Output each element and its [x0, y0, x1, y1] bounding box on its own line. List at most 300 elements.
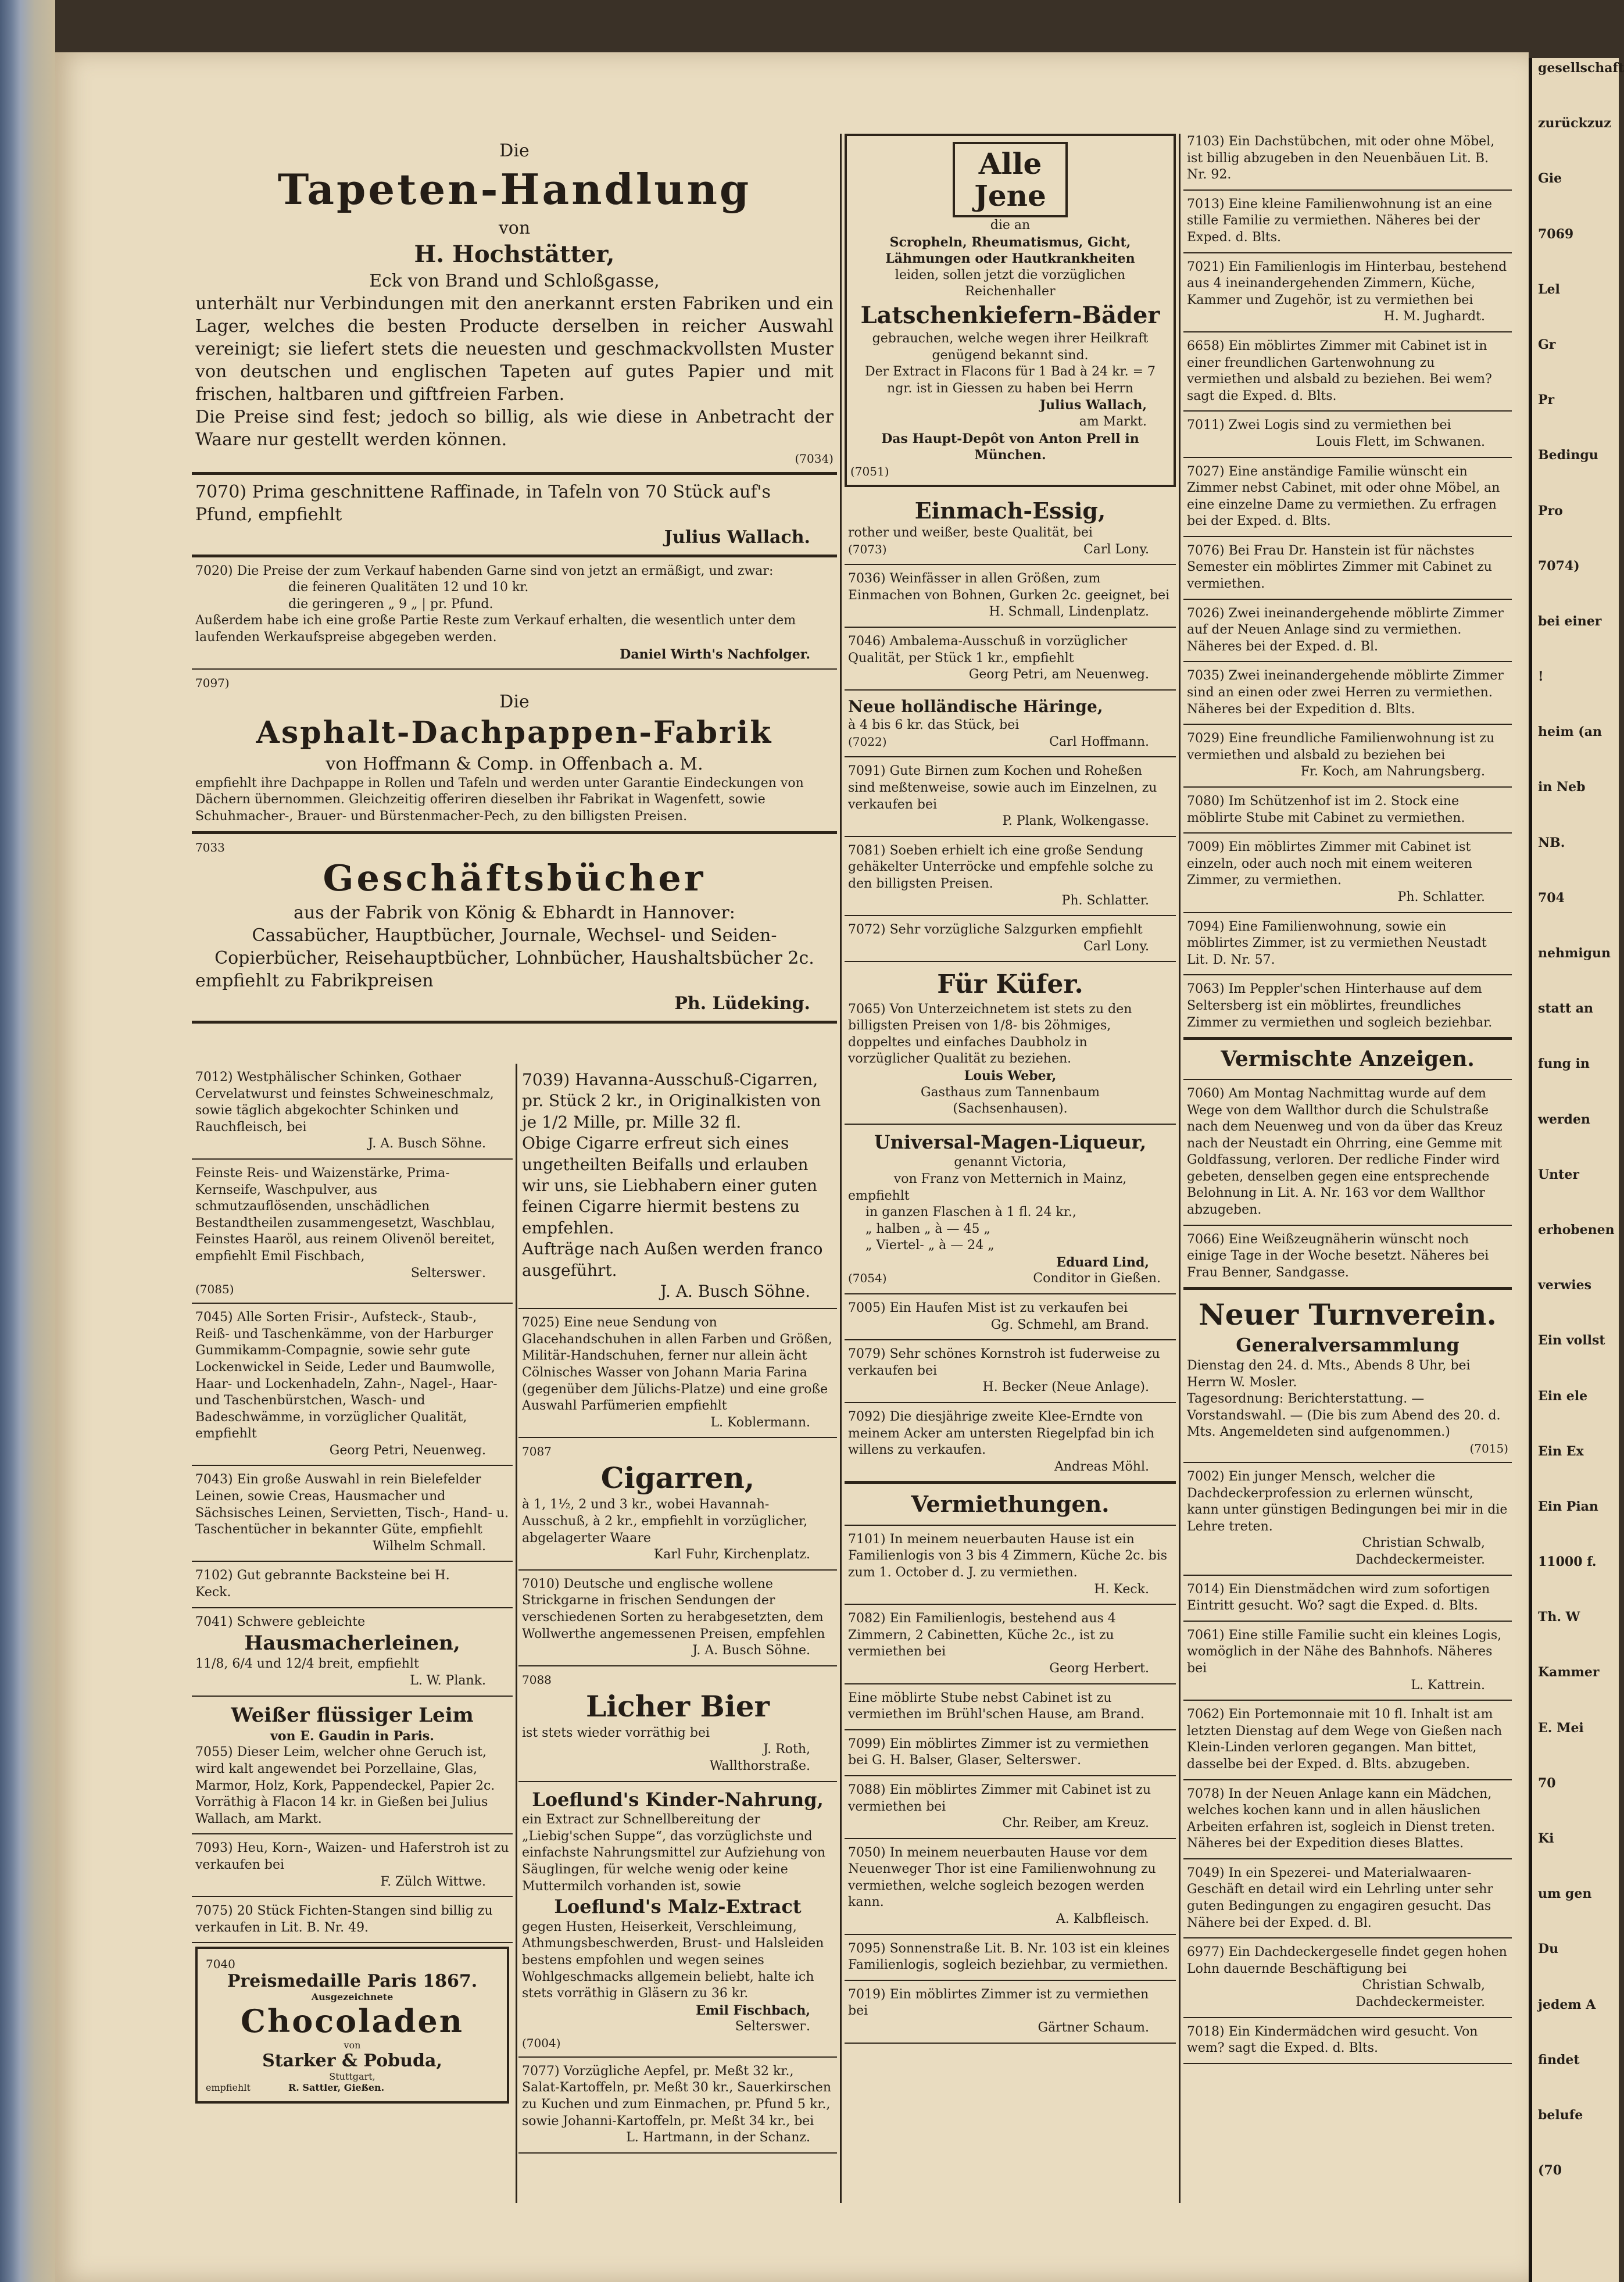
next-page-fragment: Pr	[1538, 392, 1555, 408]
ad-text: gebrauchen, welche wegen ihrer Heilkraft genügend bekannt sind.	[872, 331, 1149, 363]
ad-sign: am Markt.	[1079, 414, 1147, 429]
ad-text: rother und weißer, beste Qualität, bei	[848, 525, 1093, 541]
ad-text: 7009) Ein möblirtes Zimmer mit Cabinet ist einzeln, oder auch noch mit einem weiteren Zimmer, zu vermiethen.	[1187, 840, 1472, 888]
section-vermiethungen: Vermiethungen.	[845, 1484, 1176, 1525]
next-page-fragment: NB.	[1538, 835, 1565, 850]
ad-tapeten	[192, 134, 837, 475]
ad-liqueur	[845, 1125, 1176, 1294]
ad-text: 7070) Prima geschnittene Raffinade, in Tafeln von 70 Stück auf's Pfund, empfiehlt	[195, 481, 771, 525]
ad-kornstroh	[845, 1340, 1176, 1403]
next-page-fragment: belufe	[1538, 2107, 1583, 2123]
ad-text: 7020) Die Preise der zum Verkauf habenden Garne sind von jetzt an ermäßigt, und zwar:	[195, 563, 774, 578]
ad-klee	[845, 1403, 1176, 1484]
ad-glace	[518, 1309, 837, 1438]
ad-text: Eine möblirte Stube nebst Cabinet ist zu vermiethen im Brühl'schen Hause, am Brand.	[848, 1690, 1144, 1722]
column-middle	[845, 134, 1176, 2044]
ad-text: 7062) Ein Portemonnaie mit 10 fl. Inhalt ist am letzten Dienstag auf dem Wege von Gießen nach Klein-Linden verloren gegangen. Man bittet, dasselbe bei der Exped. d. Blts. abzugeben.	[1187, 1707, 1503, 1772]
ad-title: Neuer Turnverein.	[1199, 1297, 1497, 1332]
ad-text: 7076) Bei Frau Dr. Hanstein ist für nächstes Semester ein möblirtes Zimmer mit Cabinet zu vermiethen.	[1187, 543, 1492, 592]
next-page-fragment: !	[1538, 669, 1544, 685]
ad-line: die feineren Qualitäten 12 und 10 kr.	[288, 580, 529, 595]
ad-v7094	[1183, 913, 1512, 976]
ad-reis	[192, 1160, 513, 1304]
next-page-edge	[1529, 58, 1624, 2282]
ad-sign: L. Kattrein.	[1411, 1677, 1485, 1693]
ad-title: Geschäftsbücher	[323, 856, 706, 899]
ad-sign: J. A. Busch Söhne.	[368, 1136, 486, 1151]
ad-text: 7025) Eine neue Sendung von Glacehandschuhen in allen Farben und Größen, Militär-Handschuhen, ferner nur allein ächt Cölnisches Wasser von Johann Maria Farina (gegenüber dem Jülichs-Platze) und eine große Auswahl Parfümerien empfiehlt	[522, 1315, 832, 1414]
column-rule	[1179, 134, 1181, 2203]
ad-text: 7094) Eine Familienwohnung, sowie ein möblirtes Zimmer, ist zu vermiethen Neustadt Lit. D. Nr. 57.	[1187, 919, 1487, 967]
ad-title: Chocoladen	[240, 2002, 464, 2040]
ad-sign: Ph. Schlatter.	[1397, 889, 1485, 904]
ad-sign: H. Schmall, Lindenplatz.	[989, 605, 1149, 620]
newspaper-page	[55, 52, 1529, 2282]
ad-line: empfiehlt	[848, 1188, 910, 1203]
next-page-fragment: bei einer	[1538, 613, 1602, 629]
ad-strickgarne	[518, 1571, 837, 1666]
ad-sign: Louis Flett, im Schwanen.	[1315, 434, 1485, 449]
ad-line: empfiehlt	[206, 2082, 251, 2094]
ad-text: 7091) Gute Birnen zum Kochen und Roheßen sind meßtenweise, sowie auch im Einzelnen, zu verkaufen bei	[848, 764, 1157, 812]
next-page-fragment: gesellschaft	[1538, 60, 1624, 76]
ad-v7076	[1183, 537, 1512, 600]
ad-line: empfiehlt Emil Fischbach,	[195, 1249, 365, 1264]
section-vermischte: Vermischte Anzeigen.	[1183, 1040, 1512, 1080]
ad-text: 7066) Eine Weißzeugnäherin wünscht noch einige Tage in der Woche besetzt. Näheres bei Frau Benner, Sandgasse.	[1187, 1232, 1489, 1280]
ad-m7066	[1183, 1226, 1512, 1290]
next-page-fragment: Ein vollst	[1538, 1333, 1605, 1349]
ad-text: 7029) Eine freundliche Familienwohnung ist zu vermiethen und alsbald zu beziehen bei	[1187, 731, 1495, 763]
ad-text: 7035) Zwei ineinandergehende möblirte Zimmer sind an einen oder zwei Herren zu vermiethen. Näheres bei der Expedition d. Blts.	[1187, 668, 1504, 717]
ad-sign: A. Kalbfleisch.	[1056, 1912, 1149, 1927]
ad-asphalt	[192, 670, 837, 834]
ad-ref: 7087	[522, 1444, 552, 1459]
ad-title: Latschenkiefern-Bäder	[860, 301, 1160, 329]
ad-sign: J. A. Busch Söhne.	[660, 1281, 810, 1301]
ad-raffinade	[192, 475, 837, 557]
ad-text: 7039) Havanna-Ausschuß-Cigarren, pr. Stück 2 kr., in Originalkisten von je 1/2 Mille, pr. Mille 32 fl.	[522, 1070, 821, 1132]
ad-line: die geringeren „ 9 „ | pr. Pfund.	[288, 596, 493, 611]
ad-title: Weißer flüssiger Leim	[231, 1703, 474, 1727]
ad-text: 7077) Vorzügliche Aepfel, pr. Meßt 32 kr., Salat-Kartoffeln, pr. Meßt 30 kr., Sauerkirschen zu Kuchen und zum Einmachen, pr. Pfund 5 kr., sowie Johanni-Kartoffeln, pr. Meßt 34 kr., bei	[522, 2063, 831, 2129]
ad-text: 7080) Im Schützenhof ist im 2. Stock eine möblirte Stube mit Cabinet zu vermiethen.	[1187, 794, 1465, 825]
ad-text: 7041) Schwere gebleichte	[195, 1614, 366, 1629]
ad-hausmacher	[192, 1608, 513, 1697]
ad-title: Einmach-Essig,	[914, 497, 1106, 524]
next-page-fragment: 11000 f.	[1538, 1554, 1597, 1570]
ad-text: 7103) Ein Dachstübchen, mit oder ohne Möbel, ist billig abzugeben in den Neuenbäuen Lit. B. Nr. 92.	[1187, 134, 1495, 183]
next-page-fragment: Ki	[1538, 1831, 1554, 1846]
next-page-fragment: jedem A	[1538, 1997, 1596, 2012]
ad-text: 6658) Ein möblirtes Zimmer mit Cabinet ist in einer freundlichen Gartenwohnung zu vermiethen und alsbald zu beziehen. Bei wem? sagt die Exped. d. Blts.	[1187, 338, 1492, 403]
ad-text: 7018) Ein Kindermädchen wird gesucht. Von wem? sagt die Exped. d. Blts.	[1187, 2024, 1478, 2056]
ad-sub: genannt Victoria,	[954, 1155, 1067, 1170]
ad-sign: Dachdeckermeister.	[1355, 1995, 1485, 2010]
next-page-fragment: 70	[1538, 1775, 1556, 1791]
ad-prices: Die Preise sind fest; jedoch so billig, als wie diese in Anbetracht der Waare nur gestellt werden können.	[195, 406, 834, 450]
ad-kuefer	[845, 962, 1176, 1124]
next-page-fragment: Th. W	[1538, 1609, 1580, 1625]
ad-sign: Dachdeckermeister.	[1355, 1552, 1485, 1567]
ad-text: Der Extract in Flacons für 1 Bad à 24 kr. = 7 ngr. ist in Giessen zu haben bei Herrn	[864, 364, 1156, 396]
ad-v7050	[845, 1839, 1176, 1935]
ad-maker: Starker & Pobuda,	[262, 2051, 442, 2072]
ad-v7103	[1183, 128, 1512, 191]
ad-geschaeftsbuecher	[192, 834, 837, 1024]
next-page-fragment: statt an	[1538, 1001, 1594, 1017]
next-page-fragment: Gie	[1538, 171, 1562, 187]
ad-body: Cassabücher, Hauptbücher, Journale, Wechsel- und Seiden-Copierbücher, Reisehauptbücher, Lohnbücher, Haushaltsbücher 2c.	[214, 925, 814, 969]
next-page-fragment: Pro	[1538, 503, 1563, 518]
ad-title: Neue holländische Häringe,	[848, 696, 1103, 716]
ad-sign: (Sachsenhausen).	[953, 1101, 1068, 1117]
ad-sign: Selterswег.	[735, 2019, 810, 2034]
ad-line: „ halben „ à — 45 „	[865, 1221, 990, 1236]
ad-die: Die	[499, 141, 530, 161]
ad-die: Die	[499, 692, 530, 713]
ad-ref: (7015)	[1469, 1442, 1508, 1456]
ad-cigarren	[518, 1438, 837, 1570]
ad-text: 7027) Eine anständige Familie wünscht ein Zimmer nebst Cabinet, mit oder ohne Möbel, an eine einzelne Dame zu vermiethen. Zu erfragen bei der Exped. d. Blts.	[1187, 464, 1500, 529]
ad-leinen	[192, 1466, 513, 1562]
ad-sign: Carl Hoffmann.	[1049, 734, 1149, 749]
ad-vstube	[845, 1684, 1176, 1730]
ad-text: 7060) Am Montag Nachmittag wurde auf dem Wege von dem Wallthor durch die Schulstraße nach dem Neuenweg und von da über das Kreuz nach der Neustadt ein Ohrring, eine Gemme mit Goldfassung, verloren. Der redliche Finder wird gebeten, denselben gegen eine entsprechende Belohnung in Lit. A. Nr. 163 vor dem Wallthor abzugeben.	[1187, 1086, 1503, 1218]
ad-line: 11/8, 6/4 und 12/4 breit, empfiehlt	[195, 1657, 419, 1672]
ad-text: 7005) Ein Haufen Mist ist zu verkaufen bei	[848, 1301, 1128, 1316]
ad-title: Loeflund's Kinder-Nahrung,	[532, 1788, 824, 1811]
next-page-fragment: in Neb	[1538, 779, 1586, 795]
next-page-fragment: fung in	[1538, 1056, 1590, 1072]
ad-text: 7095) Sonnenstraße Lit. B. Nr. 103 ist ein kleines Familienlogis, sogleich beziehbar, zu vermiethen.	[848, 1941, 1170, 1973]
ad-text: Dienstag den 24. d. Mts., Abends 8 Uhr, bei Herrn W. Mosler.	[1187, 1358, 1471, 1390]
ad-address: Eck von Brand und Schloßgasse,	[369, 270, 660, 291]
ad-sign: H. Keck.	[195, 1568, 450, 1600]
ad-sign: Emil Fischbach,	[696, 2002, 810, 2018]
ad-sub: Generalversammlung	[1236, 1334, 1460, 1357]
ad-ref: (7051)	[850, 464, 889, 478]
ad-m7060	[1183, 1080, 1512, 1226]
ad-loeflund	[518, 1782, 837, 2058]
ad-line: „ Viertel- „ à — 24 „	[865, 1238, 995, 1253]
ad-salzgurken	[845, 916, 1176, 962]
ad-m7002	[1183, 1463, 1512, 1576]
ad-sign: Gärtner Schaum.	[1038, 2020, 1149, 2036]
ad-von: von	[498, 217, 531, 238]
ad-text: 7050) In meinem neuerbauten Hause vor dem Neuenweger Thor ist eine Familienwohnung zu vermiethen, welche sogleich bezogen werden kann.	[848, 1845, 1156, 1910]
ad-sign: Carl Lony.	[1083, 542, 1149, 557]
ad-haeringe	[845, 691, 1176, 758]
book-spine	[0, 0, 55, 2282]
ad-text: à 1, 1½, 2 und 3 kr., wobei Havannah-Ausschuß, à 2 kr., empfiehlt in vorzüglicher, abgelagerter Waare	[522, 1497, 808, 1546]
ad-title: Universal-Magen-Liqueur,	[874, 1131, 1147, 1153]
ad-title: Loeflund's Malz-Extract	[554, 1895, 802, 1918]
ad-sign: Ph. Lüdeking.	[674, 993, 810, 1014]
next-page-fragment: Kammer	[1538, 1665, 1600, 1680]
ad-text: 7061) Eine stille Familie sucht ein kleines Logis, womöglich in der Nähe des Bahnhofs. Näheres bei	[1187, 1628, 1502, 1676]
ad-title: Asphalt-Dachpappen-Fabrik	[256, 715, 773, 751]
ad-v7063	[1183, 975, 1512, 1040]
ad-sign: L. Hartmann, in der Schanz.	[626, 2130, 810, 2145]
column-rule	[516, 1064, 517, 2203]
ad-garne	[192, 557, 837, 670]
ad-body: unterhält nur Verbindungen mit den anerkannt ersten Fabriken und ein Lager, welches die besten Producte derselben in reicher Auswahl vereinigt; sie liefert stets die neuesten und geschmackvollsten Muster von deutschen und englischen Tapeten auf gutes Papier und mit frischen, haltbaren und giftfreien Farben.	[195, 293, 834, 405]
ad-ref: (7022)	[848, 734, 887, 749]
ad-text: 7078) In der Neuen Anlage kann ein Mädchen, welches kochen kann und in allen häuslichen Arbeiten erfahren ist, sogleich in Dienst treten. Näheres bei der Expedition dieses Blattes.	[1187, 1786, 1496, 1851]
ad-bier	[518, 1666, 837, 1782]
ad-line: Preismedaille Paris 1867.	[227, 1971, 478, 1992]
next-page-fragment: nehmigun	[1538, 946, 1611, 961]
ad-sign: Julius Wallach.	[664, 527, 810, 548]
ad-title: Hausmacherleinen,	[244, 1632, 460, 1655]
ad-text: à 4 bis 6 kr. das Stück, bei	[848, 718, 1020, 733]
ad-sign: H. Keck.	[1094, 1582, 1149, 1597]
ad-sign: Eduard Lind,	[1056, 1254, 1149, 1270]
ad-v7088	[845, 1776, 1176, 1839]
ad-sign: Gasthaus zum Tannenbaum	[920, 1085, 1100, 1100]
ad-text: 7079) Sehr schönes Kornstroh ist fuderweise zu verkaufen bei	[848, 1347, 1160, 1378]
ad-schinken	[192, 1064, 513, 1160]
ad-ref: (7054)	[848, 1271, 887, 1286]
next-page-fragment: 7074)	[1538, 558, 1580, 574]
next-page-fragment: Unter	[1538, 1167, 1579, 1182]
ad-depot: Das Haupt-Depôt von Anton Prell in München.	[881, 431, 1139, 463]
ad-sign: F. Zülch Wittwe.	[380, 1874, 486, 1889]
next-page-fragment: 7069	[1538, 226, 1574, 242]
ad-v7095	[845, 1935, 1176, 1981]
ad-von: von	[344, 2040, 361, 2051]
ad-text: 7065) Von Unterzeichnetem ist stets zu den billigsten Preisen von 1/8- bis 2öhmiges, doppeltes und einfaches Daubholz in vorzüglicher Qualität zu beziehen.	[848, 1001, 1132, 1067]
ad-text: 7043) Ein große Auswahl in rein Bielefelder Leinen, sowie Creas, Hausmacher und Sächsisches Leinen, Servietten, Tisch-, Hand- u. Taschentücher in bekannter Güte, empfiehlt	[195, 1472, 509, 1537]
ad-sign: R. Sattler, Gießen.	[288, 2082, 385, 2094]
ad-text: 7026) Zwei ineinandergehende möblirte Zimmer auf der Neuen Anlage sind zu vermiethen. Näheres bei der Exped. d. Bl.	[1187, 606, 1504, 654]
ad-havanna	[518, 1064, 837, 1309]
ad-sub: von E. Gaudin in Paris.	[270, 1728, 434, 1744]
ad-v7101	[845, 1526, 1176, 1605]
ad-text: 7082) Ein Familienlogis, bestehend aus 4 Zimmern, 2 Cabinetten, Küche 2c., ist zu vermiethen bei	[848, 1611, 1116, 1659]
ad-text: 7013) Eine kleine Familienwohnung ist an eine stille Familie zu vermiethen. Näheres bei der Exped. d. Blts.	[1187, 196, 1493, 245]
column-rule	[840, 134, 842, 2203]
ad-sub: von Franz von Metternich in Mainz,	[893, 1171, 1127, 1186]
ad-ref: 7040	[206, 1957, 235, 1972]
ad-sign: Ph. Schlatter.	[1061, 893, 1149, 908]
ad-text: 7092) Die diesjährige zweite Klee-Erndte von meinem Acker am untersten Riegelpfad bin ich willens zu verkaufen.	[848, 1410, 1155, 1458]
ad-sign: Gg. Schmehl, am Brand.	[990, 1317, 1149, 1332]
next-page-fragment: Du	[1538, 1941, 1559, 1957]
ad-ref: (7004)	[522, 2036, 561, 2050]
ad-sign: Andreas Möhl.	[1054, 1459, 1149, 1474]
ad-text: 7036) Weinfässer in allen Größen, zum Einmachen von Bohnen, Gurken 2c. geeignet, bei	[848, 571, 1170, 603]
ad-text: 7063) Im Peppler'schen Hinterhause auf dem Seltersberg ist ein möblirtes, freundliches Zimmer zu vermiethen und sogleich beziehbar.	[1187, 982, 1493, 1030]
ad-text: ein Extract zur Schnellbereitung der „Liebig'schen Suppe“, das vorzüglichste und einfachste Nahrungsmittel zur Aufziehung von Säuglingen, für welche wenig oder keine Muttermilch vorhanden ist, sowie	[522, 1812, 826, 1894]
ad-sign: Wallthorstraße.	[709, 1758, 810, 1773]
ad-sign: Julius Wallach,	[1039, 398, 1147, 413]
next-page-fragment: um gen	[1538, 1886, 1592, 1902]
ad-text: 7088) Ein möblirtes Zimmer mit Cabinet ist zu vermiethen bei	[848, 1782, 1151, 1814]
ad-text: 7072) Sehr vorzügliche Salzgurken empfiehlt	[848, 922, 1143, 938]
ad-v7029	[1183, 725, 1512, 788]
ad-text: Außerdem habe ich eine große Partie Reste zum Verkauf erhalten, die wesentlich unter dem laufenden Werkaufspreise abgegeben werden.	[195, 613, 796, 645]
ad-sign: Christian Schwalb,	[1362, 1536, 1485, 1551]
ad-sign: H. Becker (Neue Anlage).	[982, 1380, 1149, 1395]
ad-text: leiden, sollen jetzt die vorzüglichen Reichenhaller	[895, 267, 1126, 299]
ad-sign: L. W. Plank.	[410, 1673, 486, 1688]
ad-sign: Georg Petri, am Neuenweg.	[968, 667, 1149, 682]
ad-title: Tapeten-Handlung	[277, 164, 752, 214]
next-page-fragment: Ein Ex	[1538, 1443, 1584, 1459]
ad-sign: P. Plank, Wolkengasse.	[1002, 814, 1149, 829]
ad-v7080	[1183, 788, 1512, 834]
ad-text: 7081) Soeben erhielt ich eine große Sendung gehäkelter Unterröcke und empfehle solche zu den billigsten Preisen.	[848, 843, 1154, 891]
ad-sign: Chr. Reiber, am Kreuz.	[1002, 1816, 1149, 1831]
ad-body: empfiehlt ihre Dachpappe in Rollen und Tafeln und werden unter Garantie Eindeckungen von Dächern übernommen. Gleichzeitig offeriren dieselben ihr Fabrikat in Wagenfett, sowie Schuhmacher-, Brauer- und Bürstenmacher-Pech, zu den billigsten Preisen.	[195, 775, 804, 824]
next-page-fragment: Bedingu	[1538, 448, 1598, 463]
column-1a	[192, 1064, 513, 2107]
ad-chocoladen	[195, 1947, 509, 2104]
ad-ambalema	[845, 628, 1176, 691]
ad-ref: 7097)	[195, 676, 230, 691]
ad-name: H. Hochstätter,	[414, 240, 615, 268]
ad-unterroecke	[845, 837, 1176, 916]
column-1b	[518, 1064, 837, 2154]
ad-essig	[845, 491, 1176, 566]
next-page-fragment: 704	[1538, 890, 1565, 906]
ad-text: 7021) Ein Familienlogis im Hinterbau, bestehend aus 4 ineinandergehenden Zimmern, Küche, Kammer und Zugehör, ist zu vermiethen bei	[1187, 259, 1507, 307]
ad-v7019	[845, 1981, 1176, 2044]
ad-alle	[953, 142, 1068, 217]
ad-v7011	[1183, 412, 1512, 457]
next-page-fragment: erhobenen	[1538, 1222, 1615, 1237]
next-page-fragment: E. Mei	[1538, 1720, 1584, 1736]
ad-sign: J. Roth,	[763, 1742, 810, 1757]
ad-text: 7010) Deutsche und englische wollene Strickgarne in frischen Sendungen der verschiedenen Sorten zu herabgesetzten, dem Wollwerthe angemessenen Preisen, empfehlen	[522, 1576, 825, 1641]
ad-title: Licher Bier	[586, 1689, 770, 1723]
column-right	[1183, 128, 1512, 2064]
ad-text: Feinste Reis- und Waizenstärke, Prima-Kernseife, Waschpulver, aus schmutzauflösenden, unschädlichen Bestandtheilen zusammengesetzt, Waschblau, Feinstes Haaröl, aus reinem Olivenöl bereitet,	[195, 1165, 495, 1247]
ad-v7026	[1183, 600, 1512, 663]
ad-sign: Christian Schwalb,	[1362, 1978, 1485, 1993]
ad-m7049	[1183, 1859, 1512, 1938]
ad-frisir	[192, 1304, 513, 1466]
ad-text: 7046) Ambalema-Ausschuß in vorzüglicher Qualität, per Stück 1 kr., empfiehlt	[848, 634, 1128, 666]
ad-m7014	[1183, 1576, 1512, 1622]
ad-m6977	[1183, 1938, 1512, 2018]
ad-v7099	[845, 1730, 1176, 1776]
ad-line: in ganzen Flaschen à 1 fl. 24 kr.,	[865, 1205, 1076, 1220]
next-page-fragment: Gr	[1538, 337, 1556, 352]
ad-text: 7101) In meinem neuerbauten Hause ist ein Familienlogis von 3 bis 4 Zimmern, Küche 2c. bis zum 1. October d. J. zu vermiethen.	[848, 1532, 1168, 1580]
ad-weinfaesser	[845, 565, 1176, 628]
ad-title: Cigarren,	[600, 1461, 755, 1496]
ad-v7027	[1183, 458, 1512, 537]
ad-m7018	[1183, 2018, 1512, 2064]
column-left	[192, 134, 837, 1024]
ad-text: gegen Husten, Heiserkeit, Verschleimung, Athmungsbeschwerden, Brust- und Halsleiden bestens empfohlen und wegen seines Wohlgeschmacks allgemein beliebt, halte ich stets vorräthig in Gläsern zu 36 kr.	[522, 1919, 824, 2001]
ad-sign: L. Koblermann.	[710, 1415, 810, 1430]
ad-ills: Scropheln, Rheumatismus, Gicht, Lähmungen oder Hautkrankheiten	[885, 234, 1135, 267]
ad-ref: (7085)	[195, 1282, 234, 1297]
ad-body: Obige Cigarre erfreut sich eines ungetheilten Beifalls und erlauben wir uns, sie Liebhabern einer guten feinen Cigarre hiermit bestens zu empfehlen.	[522, 1133, 818, 1237]
ad-sign: Fr. Koch, am Nahrungsberg.	[1300, 764, 1485, 779]
ad-sign: Louis Weber,	[964, 1068, 1057, 1083]
ad-sign: Wilhelm Schmall.	[373, 1539, 486, 1554]
ad-line: Ausgezeichnete	[311, 1991, 394, 2003]
next-page-fragment: werden	[1538, 1111, 1590, 1127]
ad-sign: Georg Petri, Neuenweg.	[329, 1443, 486, 1458]
ad-text: ist stets wieder vorräthig bei	[522, 1725, 710, 1740]
ad-sub: aus der Fabrik von König & Ebhardt in Hannover:	[294, 903, 735, 924]
ad-turnverein	[1183, 1290, 1512, 1463]
ad-v7021	[1183, 253, 1512, 332]
ad-v7013	[1183, 191, 1512, 253]
ad-text: 7045) Alle Sorten Frisir-, Aufsteck-, Staub-, Reiß- und Taschenkämme, von der Harburger Gummikamm-Compagnie, sowie sehr gute Lockenwickel in Seide, Leder und Baumwolle, Haar- und Lockenhadeln, Zahn-, Nagel-, Haar- und Taschenbürstchen, Wasch- und Badeschwämme, in vorzüglicher Qualität, empfiehlt	[195, 1310, 498, 1442]
next-page-fragment: Lel	[1538, 281, 1560, 297]
ad-alle-2: Jene	[974, 178, 1046, 213]
ad-sign: Georg Herbert.	[1049, 1661, 1149, 1676]
ad-mist	[845, 1294, 1176, 1340]
ad-v7082	[845, 1605, 1176, 1684]
ad-leim	[192, 1697, 513, 1835]
ad-line: empfiehlt zu Fabrikpreisen	[195, 971, 434, 992]
ad-text: 7002) Ein junger Mensch, welcher die Dachdeckerprofession zu erlernen wünscht, kann unter günstigen Bedingungen bei mir in die Lehre treten.	[1187, 1469, 1508, 1534]
ad-m7062	[1183, 1701, 1512, 1780]
ad-text: 7049) In ein Spezerei- und Materialwaaren-Geschäft en detail wird ein Lehrling unter sehr guten Bedingungen zu engagiren gesucht. Das Nähere bei der Exped. d. Bl.	[1187, 1865, 1493, 1930]
ad-text: 7099) Ein möblirtes Zimmer ist zu vermiethen bei G. H. Balser, Glaser, Selterswег.	[848, 1736, 1149, 1768]
ad-backsteine	[192, 1562, 513, 1608]
ad-m7061	[1183, 1622, 1512, 1701]
ad-sign: H. M. Jughardt.	[1383, 309, 1485, 324]
ad-ref: (7073)	[848, 542, 887, 556]
ad-v7035	[1183, 662, 1512, 725]
ad-text: 7093) Heu, Korn-, Waizen- und Haferstroh ist zu verkaufen bei	[195, 1841, 509, 1872]
ad-text: 7011) Zwei Logis sind zu vermiethen bei	[1187, 418, 1451, 433]
ad-sign: Carl Lony.	[1083, 939, 1149, 954]
ad-ref: (7034)	[795, 451, 834, 466]
ad-birnen	[845, 757, 1176, 836]
ad-sign: J. A. Busch Söhne.	[692, 1643, 810, 1658]
next-page-fragment: Ein Pian	[1538, 1498, 1598, 1514]
next-page-fragment: verwies	[1538, 1278, 1592, 1293]
ad-text: 7019) Ein möblirtes Zimmer ist zu vermiethen bei	[848, 1987, 1149, 2019]
ad-text: Tagesordnung: Berichterstattung. — Vorstandswahl. — (Die bis zum Abend des 20. d. Mts. Angemeldeten sind aufgenommen.)	[1187, 1392, 1501, 1440]
next-page-fragment: Ein ele	[1538, 1388, 1588, 1404]
ad-heu	[192, 1834, 513, 1897]
ad-text: 7012) Westphälischer Schinken, Gothaer Cervelatwurst und feinstes Schweineschmalz, sowie täglich abgekochter Schinken und Rauchfleisch, bei	[195, 1070, 494, 1135]
ad-v6658	[1183, 332, 1512, 412]
ad-ref: 7088	[522, 1672, 552, 1687]
next-page-fragment: heim (an	[1538, 724, 1602, 740]
ad-m7078	[1183, 1780, 1512, 1859]
ad-sub: von Hoffmann & Comp. in Offenbach a. M.	[325, 753, 703, 774]
next-page-fragment: zurückzuz	[1538, 116, 1611, 131]
ad-aepfel	[518, 2058, 837, 2154]
ad-text: 7014) Ein Dienstmädchen wird zum sofortigen Eintritt gesucht. Wo? sagt die Exped. d. Blts.	[1187, 1582, 1490, 1614]
ad-v7009	[1183, 834, 1512, 913]
ad-latschenkiefern	[845, 134, 1176, 487]
ad-ref: 7033	[195, 840, 225, 854]
ad-title: Für Küfer.	[937, 970, 1083, 1000]
ad-text: 7102) Gut gebrannte Backsteine bei	[195, 1568, 431, 1583]
ad-sign: Daniel Wirth's Nachfolger.	[620, 646, 810, 662]
next-page-fragment: findet	[1538, 2052, 1580, 2068]
ad-body: Aufträge nach Außen werden franco ausgeführt.	[522, 1239, 823, 1280]
next-page-fragments	[1532, 58, 1624, 2181]
ad-alle-1: Alle	[978, 146, 1042, 181]
ad-line: die an	[990, 218, 1031, 233]
ad-fichten	[192, 1897, 513, 1943]
next-page-fragment: (70	[1538, 2163, 1562, 2179]
